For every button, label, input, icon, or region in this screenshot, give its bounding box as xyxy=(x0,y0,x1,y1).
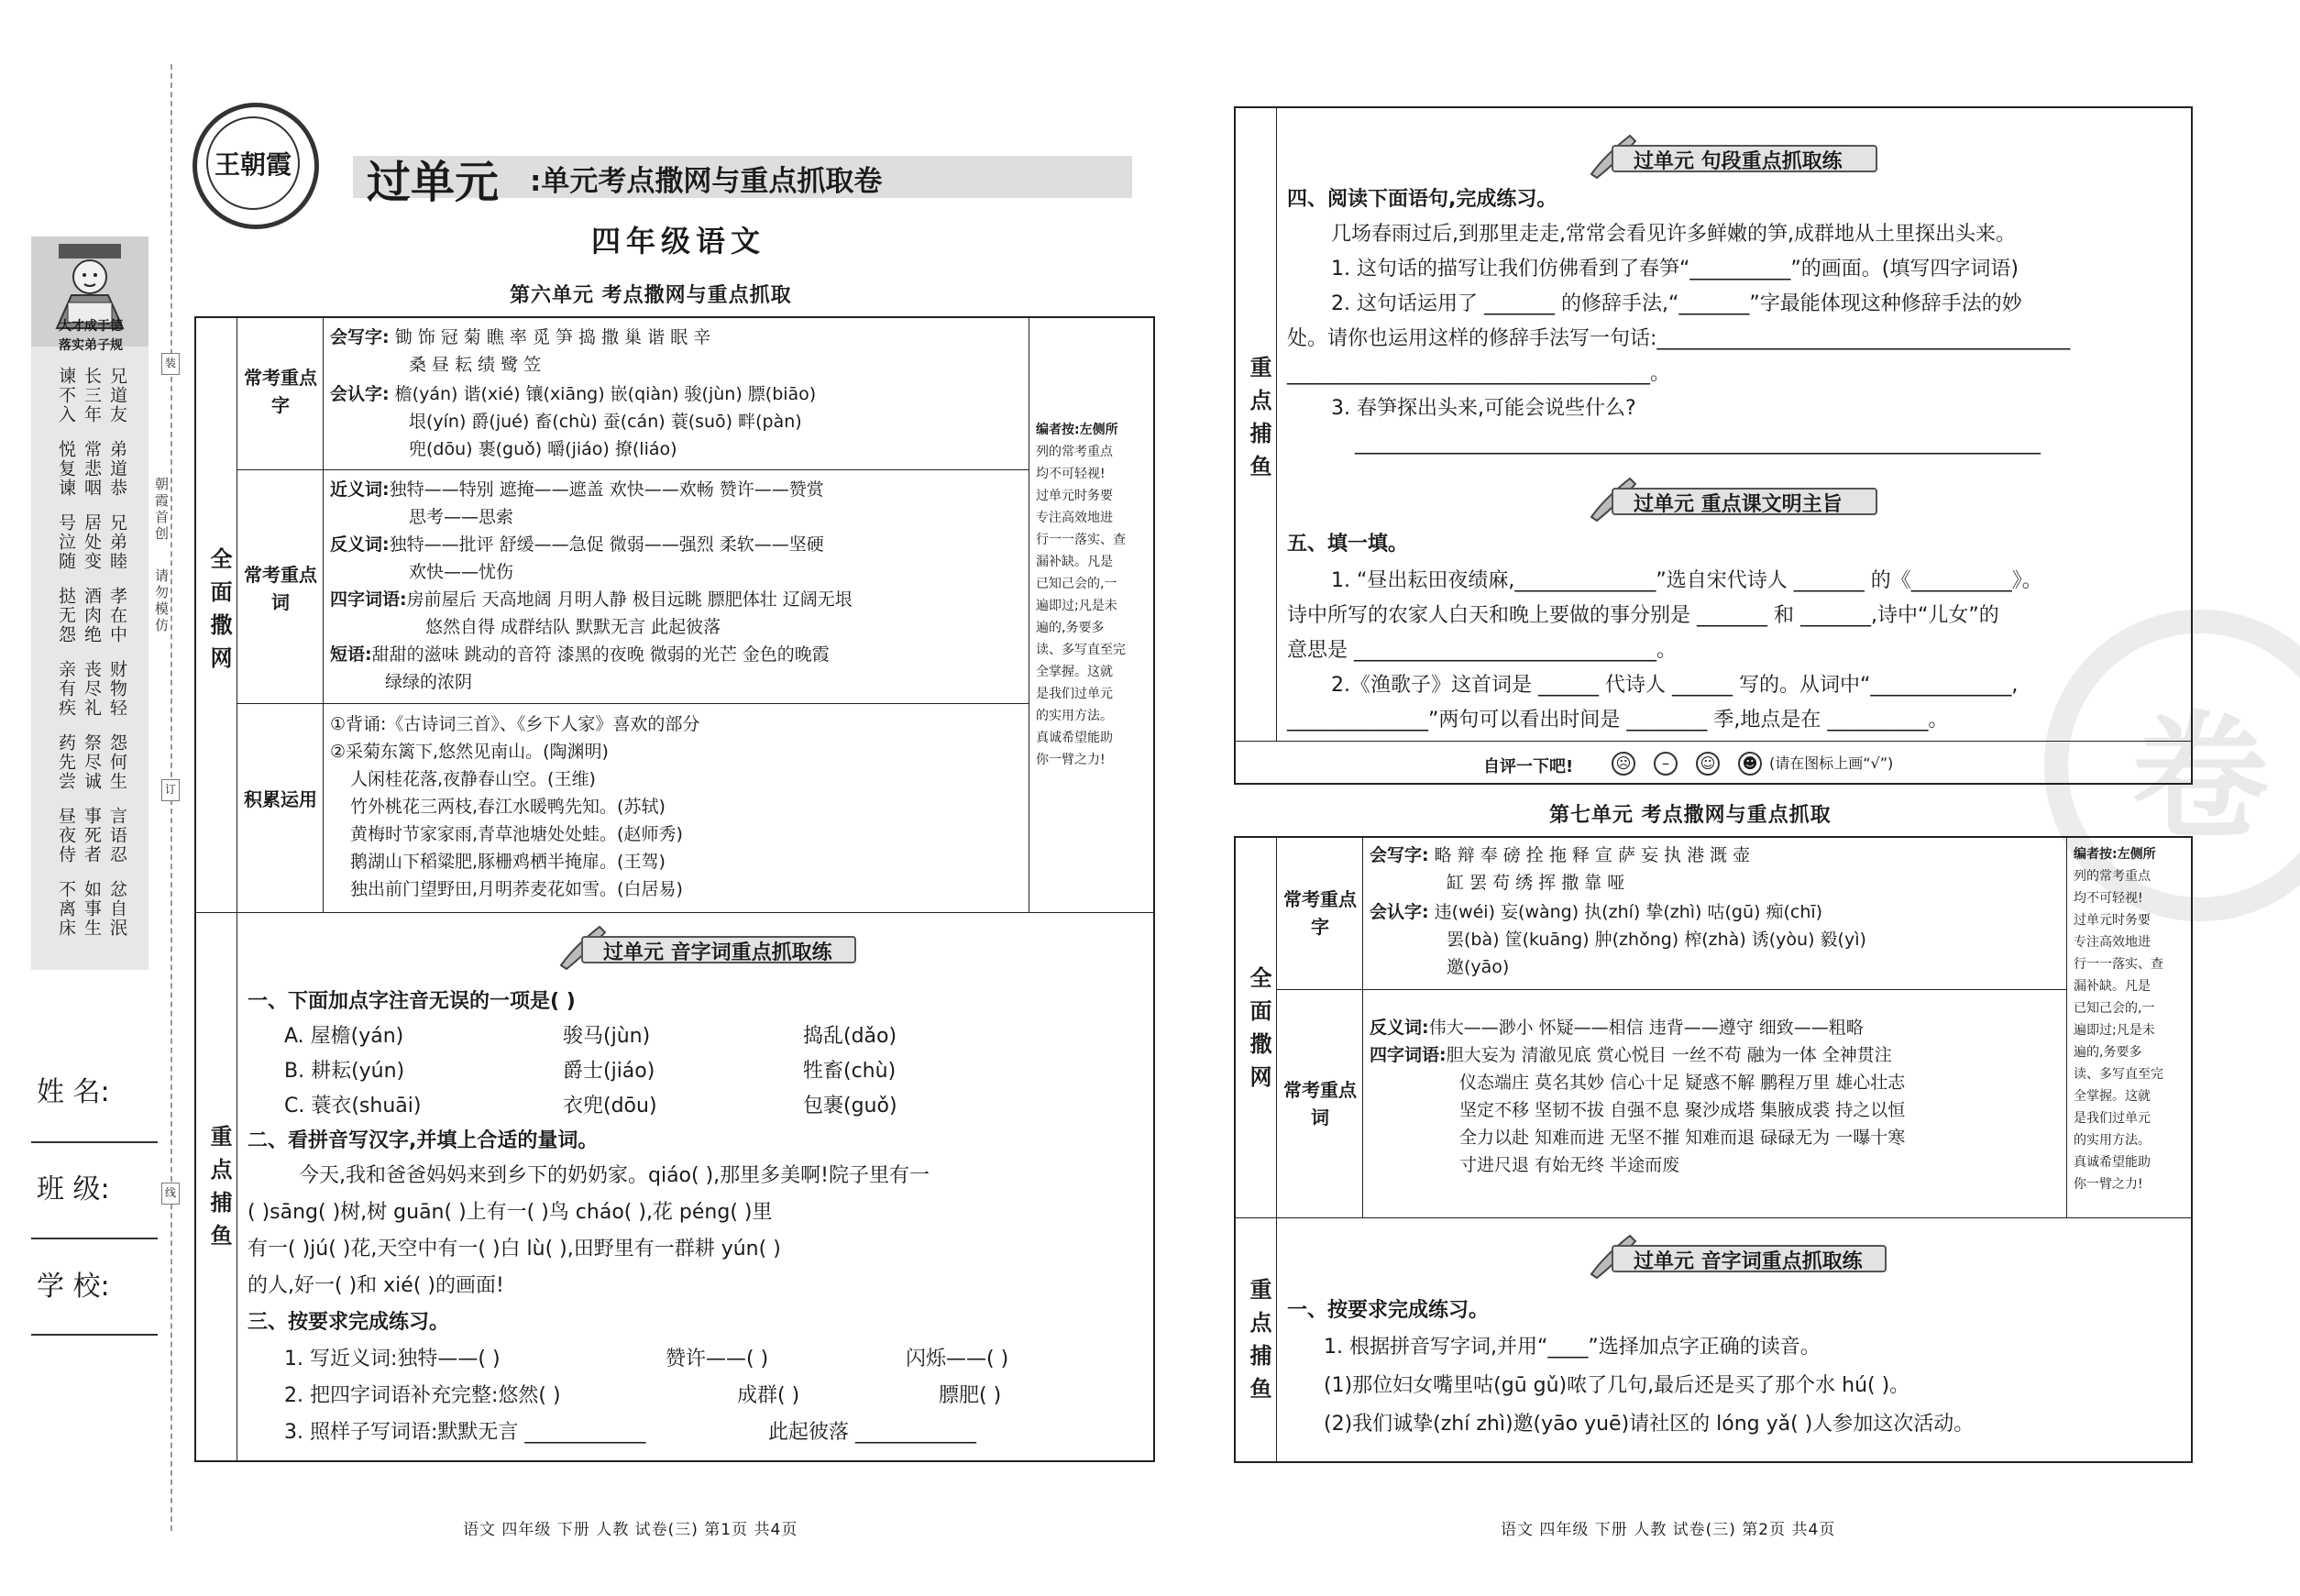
motto-line-1: 大才成于德 xyxy=(59,319,123,334)
verse-col: 昼夜侍 xyxy=(56,807,76,864)
label: 短语: xyxy=(330,644,372,665)
note-line: 遍即过;凡是未 xyxy=(1036,599,1117,613)
sentence-banner xyxy=(1584,141,1896,174)
name-label: 姓 名: xyxy=(37,1076,110,1108)
idioms-row: 全力以赴 知难而进 无坚不摧 知难而退 碌碌无为 一曝十寒 xyxy=(1459,1128,1906,1148)
school-input[interactable] xyxy=(31,1334,158,1336)
unit6-table xyxy=(194,316,1155,1462)
note-line: 过单元时务要 xyxy=(2074,913,2151,928)
u7-q1-item-1: 1. 根据拼音写字词,并用“____”选择加点字正确的读音。 xyxy=(1324,1336,1821,1359)
grin-face-icon[interactable]: ☻ xyxy=(1738,752,1762,776)
verse-col: 挞无怨 xyxy=(56,587,76,644)
note-line: 你一臂之力! xyxy=(1036,753,1106,767)
accum-line: 独出前门望野田,月明荞麦花如雪。(白居易) xyxy=(350,879,683,899)
chars: 锄 饰 冠 菊 瞧 率 觅 笋 捣 撒 巢 谐 眠 辛 xyxy=(394,327,711,347)
words: 独特——批评 舒缓——急促 微弱——强烈 柔软——坚硬 xyxy=(389,534,824,555)
note-line: 专注高效地进 xyxy=(1036,511,1113,525)
bind-mark: 装 xyxy=(161,353,180,375)
recog-chars-row: 垠(yín) 爵(jué) 畜(chù) 蚕(cán) 蓑(suō) 畔(pàn) xyxy=(409,412,802,432)
verse-col: 药先尝 xyxy=(56,733,76,791)
note-line: 是我们过单元 xyxy=(1036,687,1113,701)
verse-group xyxy=(37,440,147,498)
recog-chars-row: 罢(bà) 筐(kuāng) 肿(zhǒng) 榨(zhà) 诱(yòu) 毅(yì) xyxy=(1447,930,1866,950)
unit7-section-net: 全面撒网 xyxy=(1246,966,1271,1098)
note-line: 读、多写直至完 xyxy=(1036,643,1126,657)
q1-title: 一、下面加点字注音无误的一项是( ) xyxy=(248,990,576,1013)
u7-q1-item-b[interactable]: (2)我们诚挚(zhí zhì)邀(yāo yuē)请社区的 lóng yǎ( )人参加这次活动。 xyxy=(1324,1413,1975,1436)
verse-col: 如事生 xyxy=(82,880,102,938)
idioms-row: 坚定不移 坚韧不拔 自强不息 聚沙成塔 集腋成裘 持之以恒 xyxy=(1459,1100,1906,1120)
label: 四字词语: xyxy=(330,589,407,610)
q4-item-2[interactable]: 2. 这句话运用了 _______ 的修辞手法,“_______”字最能体现这种修辞手法的妙 xyxy=(1331,292,2022,315)
verse-group xyxy=(37,367,147,424)
binding-margin xyxy=(0,0,193,1596)
note-line: 均不可轻视! xyxy=(1036,467,1106,481)
q1-option-b[interactable]: B. 耕耘(yún) xyxy=(284,1060,405,1083)
motto-line-2: 落实弟子规 xyxy=(59,338,123,353)
grade-subject: 四年级语文 xyxy=(590,224,765,259)
verse-col: 谏不入 xyxy=(56,367,76,424)
unit7-table xyxy=(1234,836,2193,1463)
q3-title: 三、按要求完成练习。 xyxy=(248,1311,450,1334)
note-line: 漏补缺。凡是 xyxy=(2074,979,2151,994)
q4-item-3-answer[interactable]: ____________________________________________________________________ xyxy=(1355,432,2041,455)
unit6-cat-accum: 积累运用 xyxy=(244,788,317,810)
u7-q1-item-a[interactable]: (1)那位妇女嘴里咕(gū gǔ)哝了几句,最后还是买了那个水 hú( )。 xyxy=(1324,1374,1910,1397)
verse-col: 怨何生 xyxy=(107,733,127,791)
accum-line: 鹅湖山下稻粱肥,豚栅鸡栖半掩扉。(王驾) xyxy=(350,852,666,872)
phrases-row: 绿绿的浓阴 xyxy=(385,672,473,692)
idioms-row: 仪态端庄 莫名其妙 信心十足 疑惑不解 鹏程万里 雄心壮志 xyxy=(1459,1073,1906,1093)
accum-line: 竹外桃花三两枝,春江水暖鸭先知。(苏轼) xyxy=(350,797,666,817)
q5-item-2[interactable]: 2.《渔歌子》这首词是 ______ 代诗人 ______ 写的。从词中“______________, xyxy=(1331,674,2019,697)
self-eval-label: 自评一下吧! xyxy=(1483,757,1574,776)
note-line: 漏补缺。凡是 xyxy=(1036,555,1113,569)
verse-col: 弟道恭 xyxy=(107,440,127,498)
antonyms-row xyxy=(330,531,824,558)
accum-line: 人闲桂花落,夜静春山空。(王维) xyxy=(350,769,596,789)
unit6-exercise-banner xyxy=(554,932,875,965)
verse-col: 事死者 xyxy=(82,807,102,864)
idioms-row xyxy=(330,586,853,613)
unit7-editor-note xyxy=(2074,843,2191,1195)
unit7-section-fish: 重点捕鱼 xyxy=(1246,1278,1271,1410)
phrases-row xyxy=(330,641,830,668)
label: 反义词: xyxy=(1370,1018,1429,1038)
q1-option-b-item: 牲畜(chù) xyxy=(803,1060,897,1083)
q4-item-2-cont[interactable]: 处。请你也运用这样的修辞手法写一句话:_________________________________________ xyxy=(1287,327,2071,350)
verse-col: 长三年 xyxy=(82,367,102,424)
verse-col: 祭尽诚 xyxy=(82,733,102,791)
recog-chars-row: 邀(yāo) xyxy=(1447,957,1510,977)
q1-option-b-item: 爵士(jiáo) xyxy=(563,1060,655,1083)
synonyms-row xyxy=(330,476,824,503)
self-eval-hint: (请在图标上画“√”) xyxy=(1769,754,1894,772)
footer-page-1: 语文 四年级 下册 人教 试卷(三) 第1页 共4页 xyxy=(463,1521,798,1539)
q5-title: 五、填一填。 xyxy=(1287,533,1409,556)
verse-col: 号泣随 xyxy=(56,513,76,571)
verse-group xyxy=(37,733,147,791)
u7-q1-title: 一、按要求完成练习。 xyxy=(1287,1299,1490,1322)
q1-option-a-item: 骏马(jùn) xyxy=(563,1025,651,1048)
q4-title: 四、阅读下面语句,完成练习。 xyxy=(1287,188,1557,211)
verse-col: 孝在中 xyxy=(107,587,127,644)
name-input[interactable] xyxy=(31,1141,158,1143)
verse-group xyxy=(37,880,147,938)
synonyms-row: 思考——思索 xyxy=(409,507,514,527)
q1-option-a[interactable]: A. 屋檐(yán) xyxy=(284,1025,404,1048)
q1-option-c[interactable]: C. 蓑衣(shuāi) xyxy=(284,1095,422,1117)
unit7-title: 第七单元 考点撒网与重点抓取 xyxy=(1549,804,1832,827)
q3-item-3b[interactable]: 此起彼落 ____________ xyxy=(768,1421,976,1444)
page-title: 过单元 xyxy=(367,157,500,208)
accum-line: ②采菊东篱下,悠然见南山。(陶渊明) xyxy=(330,742,609,762)
note-line: 真诚希望能助 xyxy=(2074,1155,2151,1170)
q3-item-1c[interactable]: 闪烁——( ) xyxy=(906,1348,1009,1370)
q3-item-1b[interactable]: 赞许——( ) xyxy=(666,1348,769,1370)
q2-passage[interactable]: 今天,我和爸爸妈妈来到乡下的奶奶家。qiáo( ),那里多美啊!院子里有一 xyxy=(299,1164,930,1187)
note-line: 你一臂之力! xyxy=(2074,1177,2143,1192)
watermark-seal: 卷 xyxy=(2044,610,2300,921)
note-line: 行一一落实、查 xyxy=(2074,957,2163,972)
label: 近义词: xyxy=(330,479,390,500)
write-chars-row xyxy=(330,324,710,351)
note-line: 是我们过单元 xyxy=(2074,1111,2151,1126)
chars: 檐(yán) 谐(xié) 镶(xiāng) 嵌(qiàn) 骏(jùn) 膘(biāo) xyxy=(394,384,817,404)
unit6-cat-chars: 常考重点字 xyxy=(244,367,317,416)
unit7-exercise-banner xyxy=(1584,1241,1905,1274)
verse-group xyxy=(37,513,147,571)
words: 独特——特别 遮掩——遮盖 欢快——欢畅 赞许——赞赏 xyxy=(389,479,824,500)
accum-line: 黄梅时节家家雨,青草池塘处处蛙。(赵师秀) xyxy=(350,824,683,844)
note-line: 编者按:左侧所 xyxy=(2074,847,2156,862)
page2-top-table xyxy=(1234,106,2193,785)
sad-face-icon[interactable]: ☹ xyxy=(1612,752,1635,776)
label: 会写字: xyxy=(1370,845,1429,865)
verse-group xyxy=(37,807,147,864)
words: 房前屋后 天高地阔 月明人静 极目远眺 膘肥体壮 辽阔无垠 xyxy=(406,589,853,610)
recog-chars-row: 兜(dōu) 裹(guǒ) 嚼(jiáo) 撩(liáo) xyxy=(409,439,677,459)
unit7-cat-chars: 常考重点字 xyxy=(1283,888,1357,938)
words: 胆大妄为 清澈见底 赏心悦目 一丝不苟 融为一体 全神贯注 xyxy=(1446,1045,1892,1065)
q4-item-1[interactable]: 1. 这句话的描写让我们仿佛看到了春笋“__________”的画面。(填写四字词语) xyxy=(1331,258,2019,281)
chars: 略 辩 奉 磅 拴 拖 释 宣 萨 妄 执 港 溉 壶 xyxy=(1434,845,1751,865)
recog-chars-row xyxy=(330,380,816,408)
note-line: 列的常考重点 xyxy=(1036,445,1113,459)
verse-col: 酒肉绝 xyxy=(82,587,102,644)
q2-passage[interactable]: 的人,好一( )和 xié( )的画面! xyxy=(248,1274,504,1297)
banner-text: 过单元 音字词重点抓取练 xyxy=(1634,1250,1863,1273)
page-subtitle: :单元考点撒网与重点抓取卷 xyxy=(530,165,883,198)
q4-passage: 几场春雨过后,到那里走走,常常会看见许多鲜嫩的笋,成群地从土里探出头来。 xyxy=(1331,223,2016,246)
note-line: 过单元时务要 xyxy=(1036,489,1113,503)
bind-mark: 订 xyxy=(161,779,180,801)
unit7-cat-words: 常考重点词 xyxy=(1283,1079,1357,1128)
words: 伟大——渺小 怀疑——相信 违背——遵守 细致——粗略 xyxy=(1428,1018,1864,1038)
antonyms-row: 欢快——忧伤 xyxy=(409,562,514,582)
q1-option-c-item: 包裹(guǒ) xyxy=(803,1095,897,1117)
smile-face-icon[interactable]: ☺ xyxy=(1696,752,1720,776)
verse-group xyxy=(37,660,147,718)
note-line: 全掌握。这就 xyxy=(1036,665,1113,679)
note-line: 全掌握。这就 xyxy=(2074,1089,2151,1104)
note-line: 编者按:左侧所 xyxy=(1036,423,1118,437)
q1-option-c-item: 衣兜(dōu) xyxy=(563,1095,657,1117)
bind-mark: 线 xyxy=(161,1183,180,1205)
q2-passage[interactable]: ( )sāng( )树,树 guān( )上有一( )鸟 cháo( ),花 péng( )里 xyxy=(248,1201,773,1224)
footer-page-2: 语文 四年级 下册 人教 试卷(三) 第2页 共4页 xyxy=(1501,1521,1836,1539)
note-line: 遍的,务要多 xyxy=(2074,1045,2142,1060)
neutral-face-icon[interactable]: – xyxy=(1654,752,1678,776)
school-label: 学 校: xyxy=(37,1271,110,1303)
label: 会写字: xyxy=(330,327,390,347)
q5-item-1-cont[interactable]: 意思是 ______________________________。 xyxy=(1287,639,1677,662)
note-line: 遍即过;凡是未 xyxy=(2074,1023,2155,1038)
note-line: 专注高效地进 xyxy=(2074,935,2151,950)
write-chars-row: 桑 昼 耘 绩 鹭 笠 xyxy=(409,355,542,375)
text-theme-banner xyxy=(1584,484,1896,517)
q4-item-3: 3. 春笋探出头来,可能会说些什么? xyxy=(1331,397,1636,420)
q3-item-2b[interactable]: 成群( ) xyxy=(737,1384,800,1407)
note-line: 读、多写直至完 xyxy=(2074,1067,2163,1082)
logo-text: 王朝霞 xyxy=(206,116,300,210)
label: 会认字: xyxy=(330,384,390,404)
label: 四字词语: xyxy=(1370,1045,1447,1065)
idioms-row: 寸进尺退 有始无终 半途而废 xyxy=(1459,1155,1680,1175)
copyright-note-2: 请勿模仿 xyxy=(153,568,170,634)
verse-col: 财物轻 xyxy=(107,660,127,718)
note-line: 已知己会的,一 xyxy=(1036,577,1117,591)
label: 反义词: xyxy=(330,534,390,555)
banner-text: 过单元 音字词重点抓取练 xyxy=(603,941,832,964)
note-line: 真诚希望能助 xyxy=(1036,731,1113,745)
verse-group xyxy=(37,587,147,644)
q2-passage[interactable]: 有一( )jú( )花,天空中有一( )白 lù( ),田野里有一群耕 yún( ) xyxy=(248,1238,781,1260)
words: 甜甜的滋味 跳动的音符 漆黑的夜晚 微弱的光芒 金色的晚霞 xyxy=(371,644,830,665)
note-line: 已知己会的,一 xyxy=(2074,1001,2155,1016)
unit6-title: 第六单元 考点撒网与重点抓取 xyxy=(510,284,792,307)
chars: 违(wéi) 妄(wàng) 执(zhí) 挚(zhì) 咕(gū) 痴(chī) xyxy=(1434,902,1823,922)
note-line: 的实用方法。 xyxy=(2074,1133,2151,1148)
page2-section-fish: 重点捕鱼 xyxy=(1246,356,1271,488)
q5-item-1-cont[interactable]: 诗中所写的农家人白天和晚上要做的事分别是 _______ 和 _______,诗中“儿女”的 xyxy=(1287,604,1999,627)
q3-item-1[interactable]: 1. 写近义词:独特——( ) xyxy=(284,1348,501,1370)
recog-chars-row xyxy=(1370,898,1822,926)
antonyms-row xyxy=(1370,1014,1864,1041)
note-line: 均不可轻视! xyxy=(2074,891,2143,906)
banner-text: 过单元 句段重点抓取练 xyxy=(1634,150,1843,173)
q1-option-a-item: 捣乱(dǎo) xyxy=(803,1025,897,1048)
accum-line: ①背诵:《古诗词三首》、《乡下人家》喜欢的部分 xyxy=(330,714,700,734)
label: 会认字: xyxy=(1370,902,1429,922)
verse-col: 悦复谏 xyxy=(56,440,76,498)
verse-col: 丧尽礼 xyxy=(82,660,102,718)
verse-col: 常悲咽 xyxy=(82,440,102,498)
verse-col: 言语忍 xyxy=(107,807,127,864)
unit6-cat-words: 常考重点词 xyxy=(244,564,317,613)
q5-item-2-cont[interactable]: ______________”两句可以看出时间是 ________ 季,地点是在 __________。 xyxy=(1287,709,1949,732)
q3-item-2c[interactable]: 膘肥( ) xyxy=(939,1384,1002,1407)
unit6-section-net: 全面撒网 xyxy=(206,547,232,679)
note-line: 遍的,务要多 xyxy=(1036,621,1105,635)
brand-logo xyxy=(193,103,319,229)
class-input[interactable] xyxy=(31,1238,158,1239)
unit6-section-fish: 重点捕鱼 xyxy=(206,1125,232,1257)
q3-item-3[interactable]: 3. 照样子写词语:默默无言 ____________ xyxy=(284,1421,646,1444)
unit6-editor-note xyxy=(1036,419,1150,771)
note-line: 的实用方法。 xyxy=(1036,709,1113,723)
q5-item-1[interactable]: 1. “昼出耘田夜绩麻,______________”选自宋代诗人 _______ 的《__________》。 xyxy=(1331,569,2042,592)
write-chars-row: 缸 罢 苟 绣 挥 撒 靠 哑 xyxy=(1447,873,1625,893)
verse-col: 兄道友 xyxy=(107,367,127,424)
idioms-row xyxy=(1370,1041,1892,1069)
verse-col: 忿自泯 xyxy=(107,880,127,938)
note-line: 列的常考重点 xyxy=(2074,869,2151,884)
q2-title: 二、看拼音写汉字,并填上合适的量词。 xyxy=(248,1129,599,1152)
verse-col: 不离床 xyxy=(56,880,76,938)
copyright-note-1: 朝霞首创 xyxy=(153,477,170,543)
verse-col: 兄弟睦 xyxy=(107,513,127,571)
class-label: 班 级: xyxy=(37,1173,110,1205)
idioms-row: 悠然自得 成群结队 默默无言 此起彼落 xyxy=(425,617,721,637)
verse-col: 居处变 xyxy=(82,513,102,571)
q4-item-2-line[interactable]: ____________________________________。 xyxy=(1287,362,1671,385)
write-chars-row xyxy=(1370,842,1750,869)
banner-text: 过单元 重点课文明主旨 xyxy=(1634,493,1843,516)
q3-item-2[interactable]: 2. 把四字词语补充完整:悠然( ) xyxy=(284,1384,561,1407)
verse-col: 亲有疾 xyxy=(56,660,76,718)
note-line: 行一一落实、查 xyxy=(1036,533,1126,547)
